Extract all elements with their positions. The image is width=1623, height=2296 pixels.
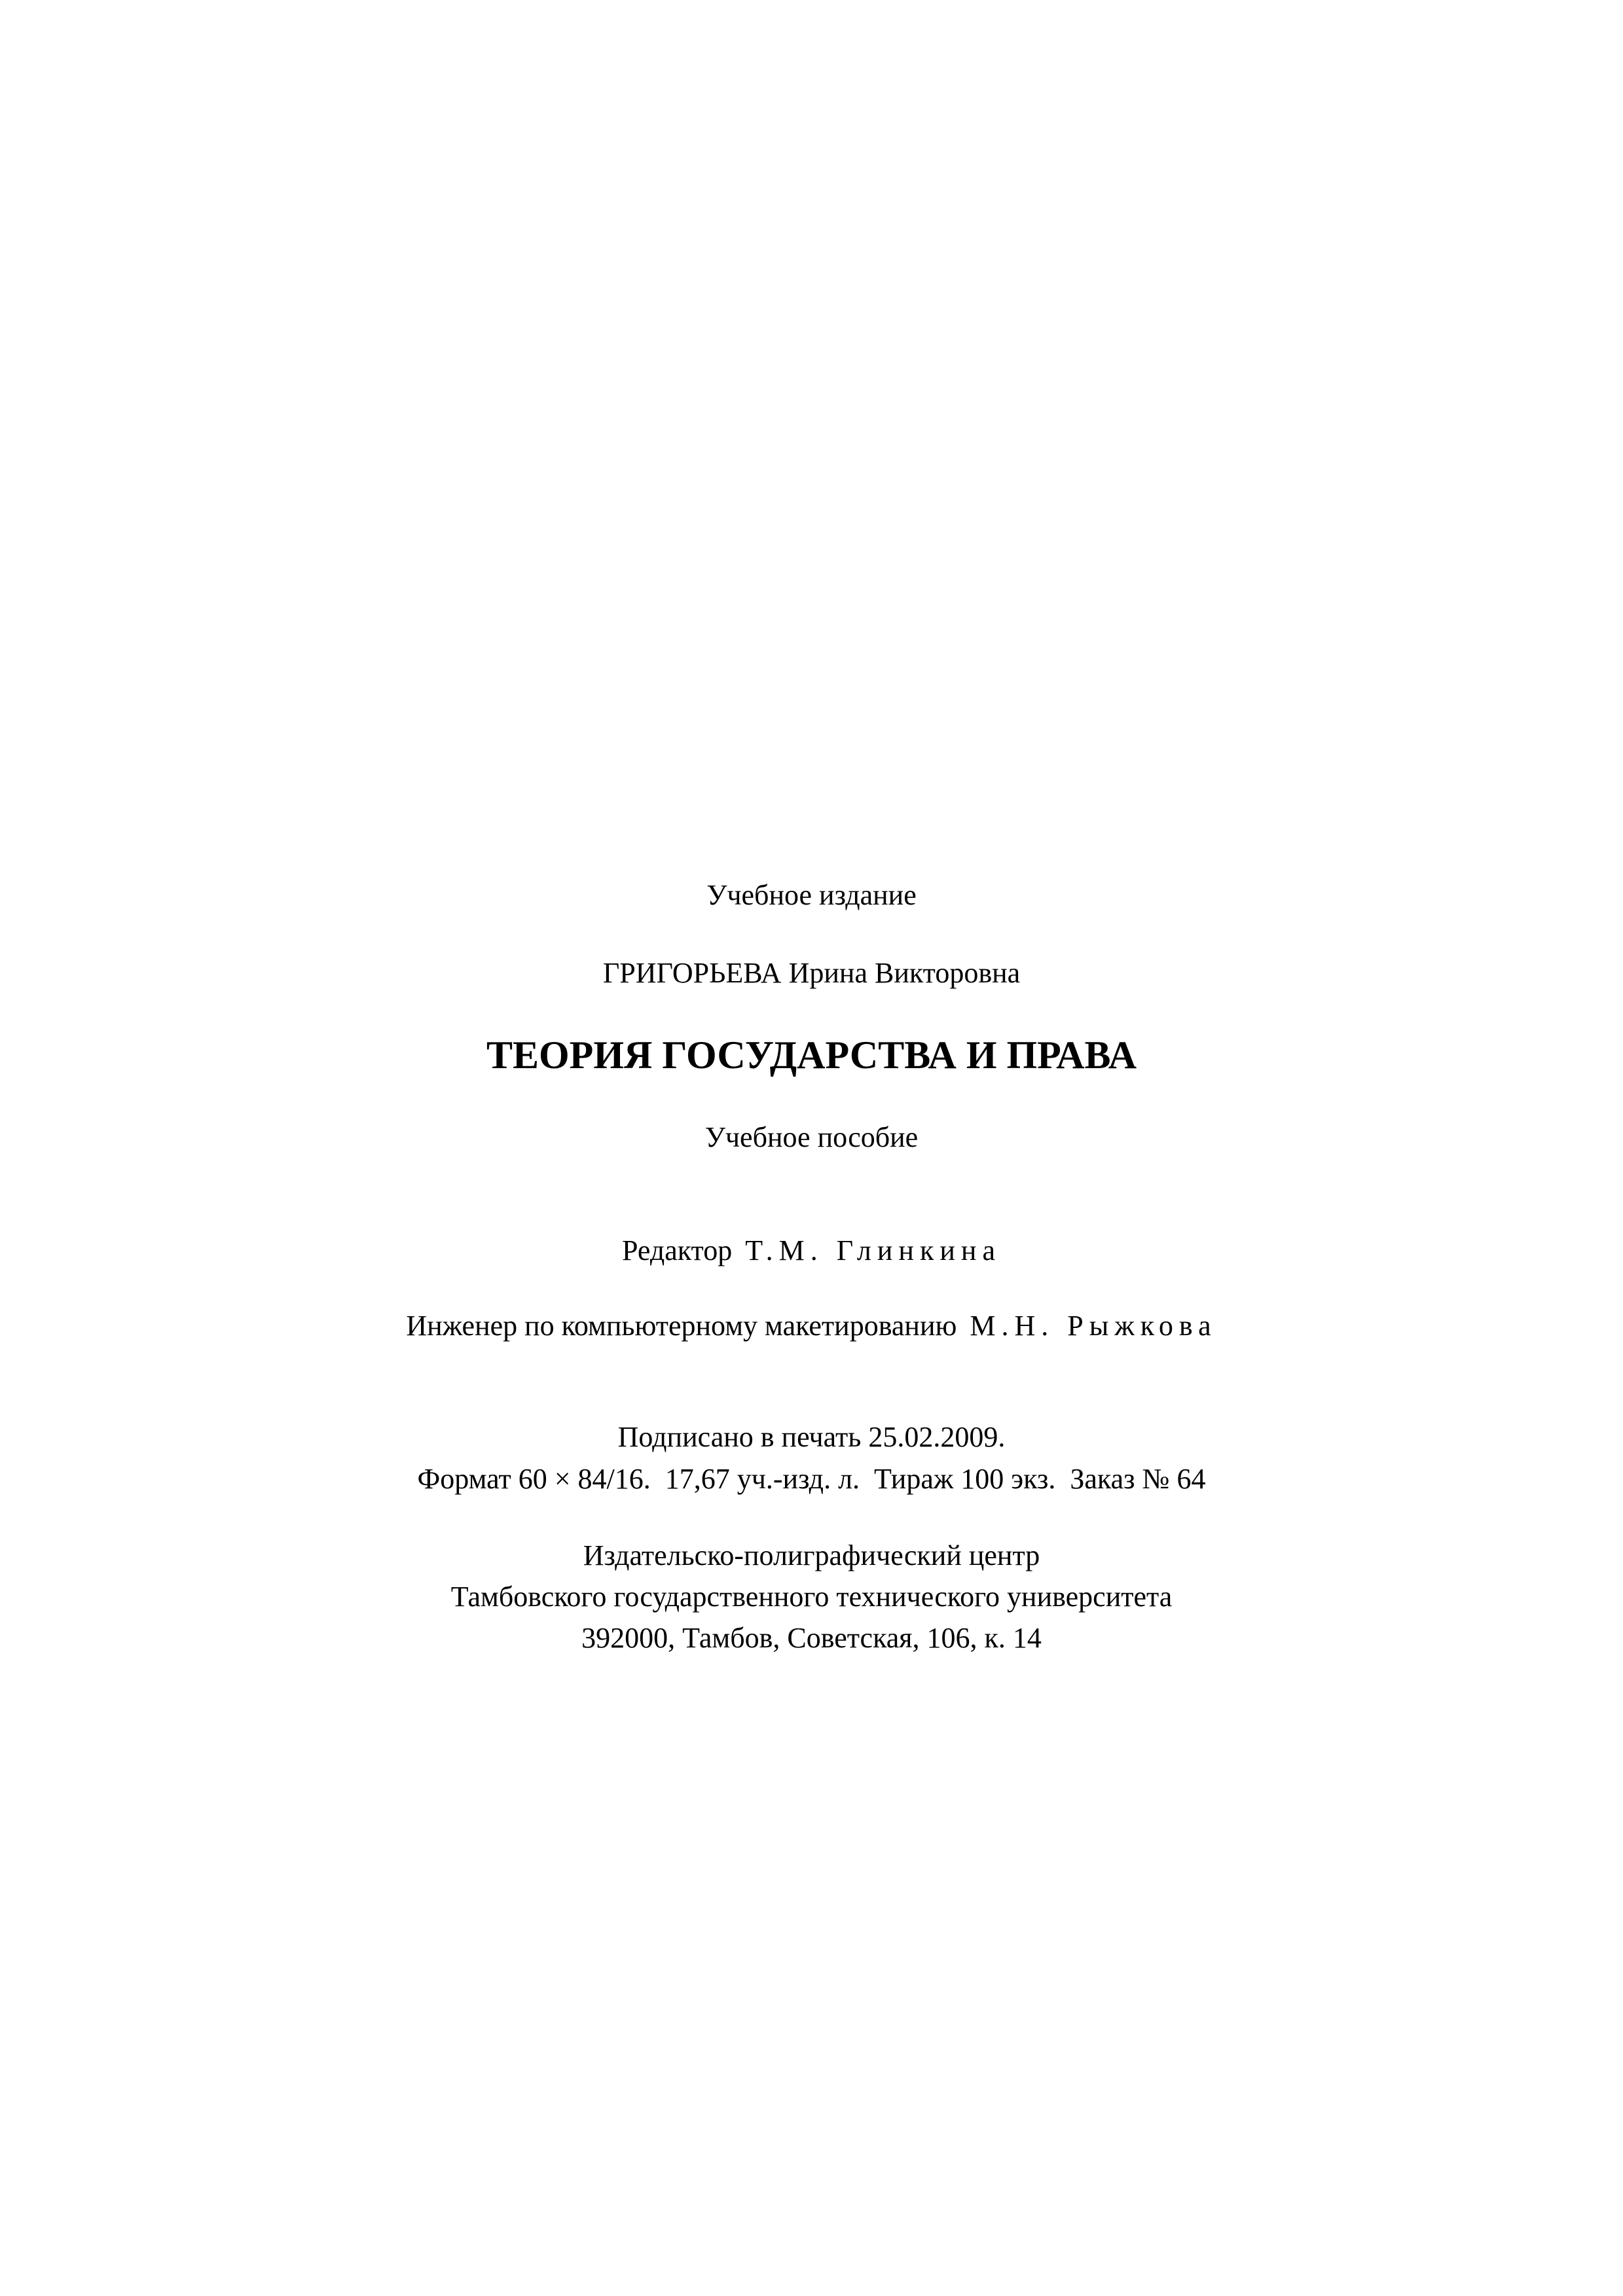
signed-to-print: Подписано в печать 25.02.2009.	[617, 1421, 1006, 1453]
publisher-address: 392000, Тамбов, Советская, 106, к. 14	[581, 1622, 1042, 1654]
layout-engineer-role: Инженер по компьютерному макетированию	[406, 1310, 957, 1342]
author-name: ГРИГОРЬЕВА Ирина Викторовна	[602, 957, 1021, 989]
editor-role: Редактор	[622, 1234, 733, 1266]
publisher-university: Тамбовского государственного технического университета	[450, 1581, 1173, 1613]
edition-type: Учебное издание	[706, 879, 917, 911]
print-details: Формат 60 × 84/16. 17,67 уч.-изд. л. Тираж 100 экз. Заказ № 64	[417, 1463, 1206, 1495]
layout-engineer-name: М.Н. Рыжкова	[970, 1310, 1217, 1342]
editor-credit	[0, 1231, 1623, 1270]
layout-engineer-credit	[0, 1306, 1623, 1346]
publisher-name: Издательско-полиграфический центр	[583, 1539, 1040, 1571]
editor-name: Т.М. Глинкина	[745, 1234, 1001, 1266]
book-subtitle: Учебное пособие	[704, 1121, 919, 1153]
book-title: ТЕОРИЯ ГОСУДАРСТВА И ПРАВА	[486, 1033, 1137, 1077]
